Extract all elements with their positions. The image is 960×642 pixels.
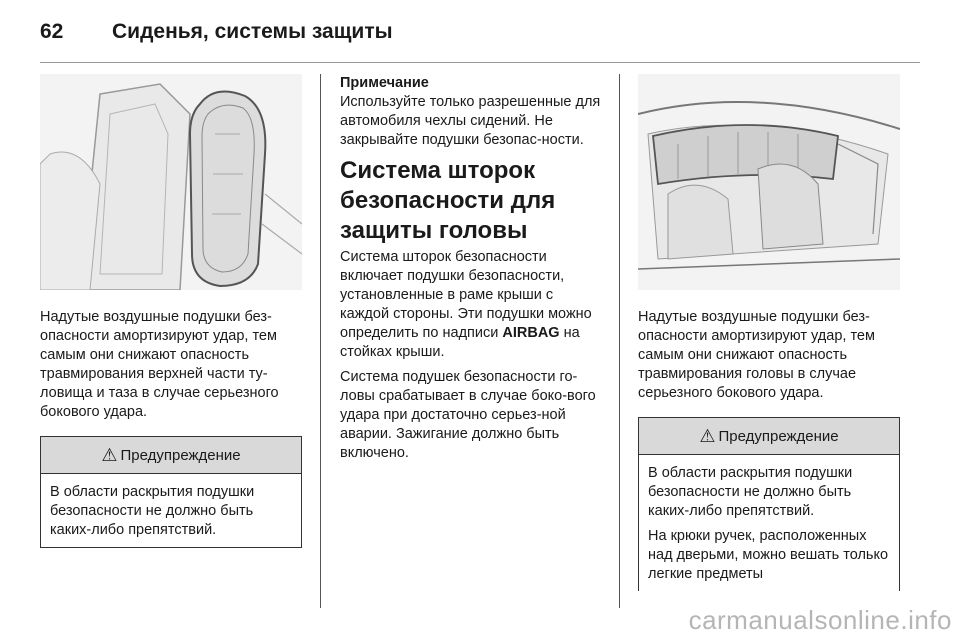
- column-divider-2: [619, 74, 620, 608]
- section-title: Система шторок безопасности для защиты головы: [340, 157, 556, 244]
- left-warning-text: В области раскрытия подушки безопасности не должно быть каких-либо препятствий.: [50, 484, 255, 538]
- para1-text: Система шторок безопасности включает подушки безопасности, установленные в раме крыши с каждой стороны. Эти подушки можно определить по надписи: [340, 249, 592, 341]
- section-paragraph-2: Система подушек безопасности го-ловы срабатывает в случае боко-вого удара при достаточно серьез-ной аварии. Зажигание должно быть включено.: [340, 369, 596, 461]
- right-warning-text-2: На крюки ручек, расположенных над дверьми, можно вешать только легкие предметы: [648, 528, 889, 582]
- right-warning-body: [639, 455, 899, 591]
- left-warning-title: Предупреждение: [120, 446, 241, 464]
- header-rule: [40, 62, 920, 63]
- left-warning-body: [41, 474, 301, 547]
- para1-tail: на стойках крыши.: [340, 325, 580, 360]
- warning-icon: ⚠: [699, 425, 716, 446]
- left-column: [40, 74, 302, 548]
- section-paragraph-1: [340, 248, 602, 362]
- left-warning-box: [40, 436, 302, 548]
- right-warning-header: [639, 418, 899, 455]
- side-airbag-illustration: [40, 74, 302, 290]
- middle-column: [340, 74, 602, 463]
- right-warning-title: Предупреждение: [718, 427, 839, 445]
- page-number: 62: [40, 20, 64, 43]
- curtain-airbag-illustration: [638, 74, 900, 290]
- right-caption: Надутые воздушные подушки без-опасности амортизируют удар, тем самым они снижают опасность травмирования головы в случае серьезного бокового удара.: [638, 309, 875, 401]
- right-warning-text-1: В области раскрытия подушки безопасности не должно быть каких-либо препятствий.: [648, 465, 853, 519]
- note-title: Примечание: [340, 75, 429, 91]
- column-divider-1: [320, 74, 321, 608]
- warning-icon: ⚠: [101, 444, 118, 465]
- left-warning-header: [41, 437, 301, 474]
- watermark: carmanualsonline.info: [688, 605, 952, 635]
- right-column: [638, 74, 900, 591]
- page-header: [40, 12, 393, 52]
- note-text: Используйте только разрешенные для автомобиля чехлы сидений. Не закрывайте подушки безопас-ности.: [340, 94, 601, 148]
- airbag-keyword: AIRBAG: [502, 325, 560, 341]
- left-caption: Надутые воздушные подушки без-опасности амортизируют удар, тем самым они снижают опасность травмирования верхней части ту-ловища и таза в случае серьезного бокового удара.: [40, 309, 279, 420]
- right-warning-box: [638, 417, 900, 591]
- page-title: Сиденья, системы защиты: [112, 20, 393, 43]
